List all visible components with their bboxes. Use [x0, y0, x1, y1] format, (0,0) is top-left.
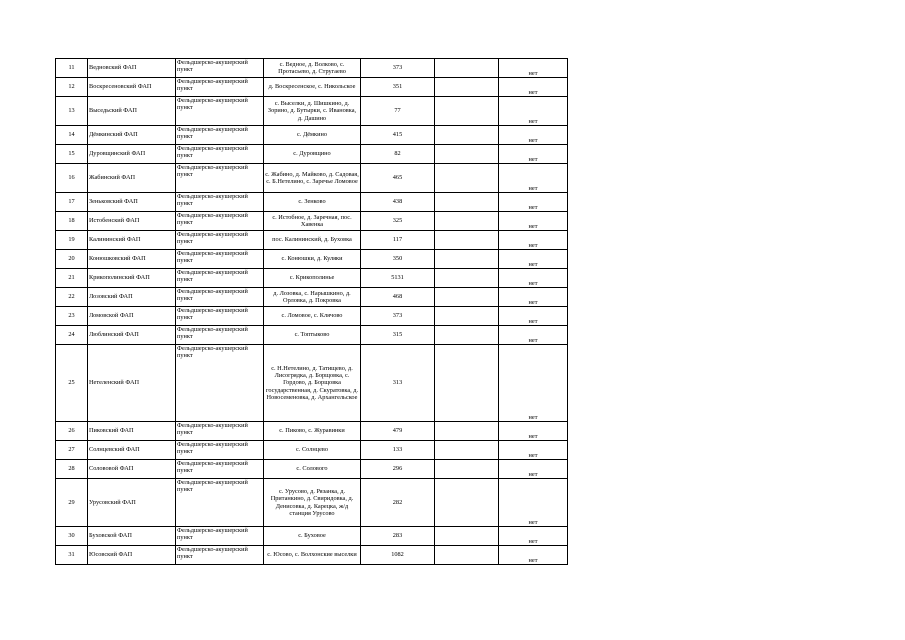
empty-cell	[435, 527, 499, 546]
fap-name: Крикополинский ФАП	[88, 269, 176, 288]
villages-served: с. Н.Нетелино, д. Татищево, д. Лисогрядка, д. Борщовка, с. Гордово, д. Борщовка государственная, д. Скуратовка, д. Новосеменовка, д. Архангельское	[264, 345, 361, 422]
row-number: 13	[56, 97, 88, 126]
population: 5131	[361, 269, 435, 288]
empty-cell	[435, 164, 499, 193]
villages-served: с. Зенково	[264, 193, 361, 212]
empty-cell	[435, 422, 499, 441]
villages-served: с. Истобное, д. Заречная, пос. Хавенка	[264, 212, 361, 231]
fap-name: Дёмкинский ФАП	[88, 126, 176, 145]
availability-flag: нет	[499, 250, 568, 269]
facility-type: Фельдшерско-акушерский пункт	[176, 78, 264, 97]
table-row	[56, 212, 568, 231]
table-row	[56, 250, 568, 269]
row-number: 16	[56, 164, 88, 193]
availability-flag: нет	[499, 288, 568, 307]
table-row	[56, 479, 568, 527]
population: 313	[361, 345, 435, 422]
villages-served: с. Топтыково	[264, 326, 361, 345]
facility-type: Фельдшерско-акушерский пункт	[176, 441, 264, 460]
empty-cell	[435, 546, 499, 565]
villages-served: пос. Калининский, д. Буховка	[264, 231, 361, 250]
row-number: 20	[56, 250, 88, 269]
row-number: 23	[56, 307, 88, 326]
row-number: 25	[56, 345, 88, 422]
population: 351	[361, 78, 435, 97]
fap-name: Юсовский ФАП	[88, 546, 176, 565]
availability-flag: нет	[499, 212, 568, 231]
empty-cell	[435, 193, 499, 212]
table-row	[56, 126, 568, 145]
table-row	[56, 164, 568, 193]
empty-cell	[435, 326, 499, 345]
fap-name: Дуровщинский ФАП	[88, 145, 176, 164]
row-number: 31	[56, 546, 88, 565]
table-row	[56, 546, 568, 565]
empty-cell	[435, 250, 499, 269]
table-row	[56, 527, 568, 546]
table-row	[56, 345, 568, 422]
availability-flag: нет	[499, 59, 568, 78]
facility-type: Фельдшерско-акушерский пункт	[176, 97, 264, 126]
villages-served: с. Дуровщино	[264, 145, 361, 164]
empty-cell	[435, 212, 499, 231]
availability-flag: нет	[499, 479, 568, 527]
availability-flag: нет	[499, 422, 568, 441]
population: 438	[361, 193, 435, 212]
facility-type: Фельдшерско-акушерский пункт	[176, 269, 264, 288]
fap-name: Жабинский ФАП	[88, 164, 176, 193]
population: 117	[361, 231, 435, 250]
villages-served: с. Ведное, д. Волково, с. Протасьево, д. Стругаево	[264, 59, 361, 78]
table-row	[56, 269, 568, 288]
availability-flag: нет	[499, 231, 568, 250]
empty-cell	[435, 59, 499, 78]
facility-type: Фельдшерско-акушерский пункт	[176, 460, 264, 479]
availability-flag: нет	[499, 78, 568, 97]
fap-name: Люблинский ФАП	[88, 326, 176, 345]
row-number: 18	[56, 212, 88, 231]
facility-type: Фельдшерско-акушерский пункт	[176, 145, 264, 164]
facility-type: Фельдшерско-акушерский пункт	[176, 479, 264, 527]
empty-cell	[435, 231, 499, 250]
population: 315	[361, 326, 435, 345]
row-number: 15	[56, 145, 88, 164]
fap-name: Солововой ФАП	[88, 460, 176, 479]
facility-type: Фельдшерско-акушерский пункт	[176, 250, 264, 269]
row-number: 26	[56, 422, 88, 441]
row-number: 11	[56, 59, 88, 78]
row-number: 29	[56, 479, 88, 527]
population: 77	[361, 97, 435, 126]
empty-cell	[435, 78, 499, 97]
table-row	[56, 460, 568, 479]
facility-type: Фельдшерско-акушерский пункт	[176, 212, 264, 231]
empty-cell	[435, 269, 499, 288]
facility-type: Фельдшерско-акушерский пункт	[176, 422, 264, 441]
facility-type: Фельдшерско-акушерский пункт	[176, 527, 264, 546]
population: 282	[361, 479, 435, 527]
row-number: 30	[56, 527, 88, 546]
facility-type: Фельдшерско-акушерский пункт	[176, 231, 264, 250]
population: 350	[361, 250, 435, 269]
table-body	[56, 59, 568, 565]
facility-type: Фельдшерско-акушерский пункт	[176, 345, 264, 422]
table-row	[56, 78, 568, 97]
fap-name: Ведновский ФАП	[88, 59, 176, 78]
availability-flag: нет	[499, 307, 568, 326]
row-number: 12	[56, 78, 88, 97]
table-row	[56, 288, 568, 307]
villages-served: д. Воскресенское, с. Никольское	[264, 78, 361, 97]
fap-name: Солнцевский ФАП	[88, 441, 176, 460]
facility-type: Фельдшерско-акушерский пункт	[176, 59, 264, 78]
empty-cell	[435, 441, 499, 460]
population: 468	[361, 288, 435, 307]
empty-cell	[435, 145, 499, 164]
facility-type: Фельдшерско-акушерский пункт	[176, 326, 264, 345]
fap-name: Ломовской ФАП	[88, 307, 176, 326]
fap-name: Буховской ФАП	[88, 527, 176, 546]
fap-name: Пиковский ФАП	[88, 422, 176, 441]
villages-served: с. Жабино, д. Майково, д. Садовая, с. Б.Нетелино, с. Заречье Ломовое	[264, 164, 361, 193]
population: 82	[361, 145, 435, 164]
villages-served: с. Конюшки, д. Куляки	[264, 250, 361, 269]
availability-flag: нет	[499, 126, 568, 145]
facility-type: Фельдшерско-акушерский пункт	[176, 164, 264, 193]
fap-name: Калининский ФАП	[88, 231, 176, 250]
table-row	[56, 59, 568, 78]
table-row	[56, 307, 568, 326]
row-number: 27	[56, 441, 88, 460]
fap-name: Выседьский ФАП	[88, 97, 176, 126]
villages-served: с. Солнцево	[264, 441, 361, 460]
table-row	[56, 326, 568, 345]
availability-flag: нет	[499, 345, 568, 422]
availability-flag: нет	[499, 527, 568, 546]
fap-name: Нетеленский ФАП	[88, 345, 176, 422]
row-number: 17	[56, 193, 88, 212]
facility-type: Фельдшерско-акушерский пункт	[176, 126, 264, 145]
fap-name: Конюшковский ФАП	[88, 250, 176, 269]
population: 465	[361, 164, 435, 193]
population: 373	[361, 59, 435, 78]
table-row	[56, 231, 568, 250]
villages-served: с. Урусово, д. Рязанка, д. Пританкино, д. Свиридовка, д. Денисовка, д. Карецка, ж/д станция Урусово	[264, 479, 361, 527]
population: 325	[361, 212, 435, 231]
availability-flag: нет	[499, 97, 568, 126]
fap-name: Воскресеновский ФАП	[88, 78, 176, 97]
row-number: 24	[56, 326, 88, 345]
villages-served: с. Выселки, д. Шишкино, д. Зорино, д. Бутырки, с. Ивановка, д. Дашино	[264, 97, 361, 126]
availability-flag: нет	[499, 460, 568, 479]
villages-served: с. Дёмкино	[264, 126, 361, 145]
availability-flag: нет	[499, 269, 568, 288]
facility-type: Фельдшерско-акушерский пункт	[176, 193, 264, 212]
availability-flag: нет	[499, 326, 568, 345]
table-row	[56, 441, 568, 460]
table-row	[56, 422, 568, 441]
empty-cell	[435, 126, 499, 145]
empty-cell	[435, 307, 499, 326]
population: 415	[361, 126, 435, 145]
table-row	[56, 97, 568, 126]
empty-cell	[435, 288, 499, 307]
population: 373	[361, 307, 435, 326]
availability-flag: нет	[499, 145, 568, 164]
fap-name: Зеньковский ФАП	[88, 193, 176, 212]
villages-served: с. Крикополинье	[264, 269, 361, 288]
facility-type: Фельдшерско-акушерский пункт	[176, 546, 264, 565]
empty-cell	[435, 97, 499, 126]
empty-cell	[435, 345, 499, 422]
fap-name: Урусовский ФАП	[88, 479, 176, 527]
row-number: 22	[56, 288, 88, 307]
population: 479	[361, 422, 435, 441]
availability-flag: нет	[499, 546, 568, 565]
availability-flag: нет	[499, 164, 568, 193]
villages-served: с. Юсово, с. Волхонские выселки	[264, 546, 361, 565]
villages-served: с. Солового	[264, 460, 361, 479]
population: 283	[361, 527, 435, 546]
row-number: 28	[56, 460, 88, 479]
facility-type: Фельдшерско-акушерский пункт	[176, 288, 264, 307]
villages-served: с. Ломовое, с. Клячово	[264, 307, 361, 326]
fap-table	[55, 58, 568, 565]
fap-name: Лозовский ФАП	[88, 288, 176, 307]
empty-cell	[435, 460, 499, 479]
villages-served: с. Пиково, с. Журавинки	[264, 422, 361, 441]
table-row	[56, 145, 568, 164]
population: 133	[361, 441, 435, 460]
facility-type: Фельдшерско-акушерский пункт	[176, 307, 264, 326]
availability-flag: нет	[499, 193, 568, 212]
population: 296	[361, 460, 435, 479]
row-number: 21	[56, 269, 88, 288]
villages-served: д. Лозовка, с. Нарышкино, д. Орловка, д. Покровка	[264, 288, 361, 307]
table-row	[56, 193, 568, 212]
row-number: 19	[56, 231, 88, 250]
population: 1082	[361, 546, 435, 565]
villages-served: с. Буховое	[264, 527, 361, 546]
empty-cell	[435, 479, 499, 527]
availability-flag: нет	[499, 441, 568, 460]
fap-name: Истобенский ФАП	[88, 212, 176, 231]
row-number: 14	[56, 126, 88, 145]
